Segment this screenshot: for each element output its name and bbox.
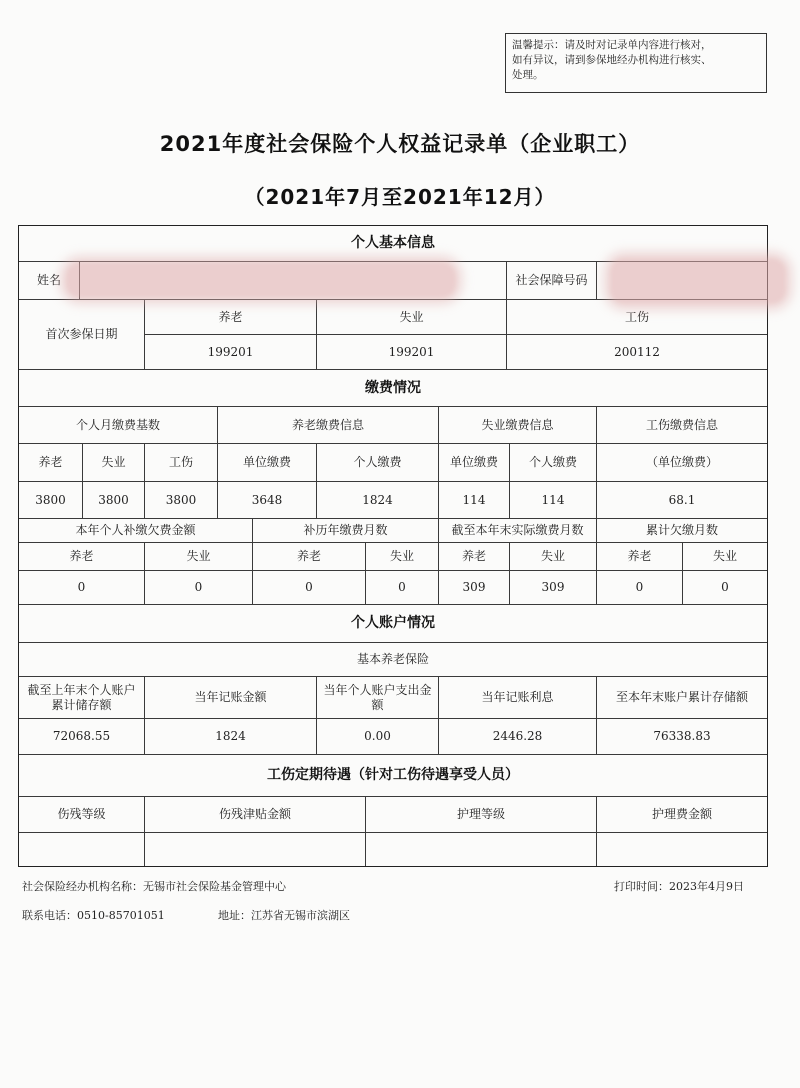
notice-line: 处理。 xyxy=(512,69,544,81)
group2-label: 截至本年末实际缴费月数 xyxy=(438,518,596,542)
sub-label: 单位缴费 xyxy=(438,443,509,481)
pay-value: 3800 xyxy=(19,481,82,518)
injury-label: 伤残等级 xyxy=(19,796,144,832)
injury-value xyxy=(596,832,767,866)
sub2-label: 失业 xyxy=(144,542,252,570)
sub-label: （单位缴费） xyxy=(596,443,767,481)
address: 地址：江苏省无锡市滨湖区 xyxy=(218,909,350,922)
date-pension: 199201 xyxy=(144,334,316,369)
account-subheader: 基本养老保险 xyxy=(19,642,767,676)
notice-line: 如有异议，请到参保地经办机构进行核实、 xyxy=(512,54,712,66)
print-time: 打印时间：2023年4月9日 xyxy=(614,880,744,893)
pay-value: 3800 xyxy=(144,481,217,518)
section-header-injury: 工伤定期待遇（针对工伤待遇享受人员） xyxy=(19,754,767,796)
page-subtitle: （2021年7月至2021年12月） xyxy=(244,185,556,209)
pay2-value: 0 xyxy=(682,570,767,604)
pay-value: 114 xyxy=(509,481,596,518)
injury-label: 护理等级 xyxy=(365,796,596,832)
sub-label: 个人缴费 xyxy=(509,443,596,481)
group2-label: 本年个人补缴欠费金额 xyxy=(19,518,252,542)
sub2-label: 失业 xyxy=(365,542,438,570)
group-monthly-base: 个人月缴费基数 xyxy=(19,406,217,443)
pay-value: 3800 xyxy=(82,481,144,518)
section-header-payment: 缴费情况 xyxy=(19,369,767,406)
section-header-basic: 个人基本信息 xyxy=(351,235,435,251)
group2-label: 补历年缴费月数 xyxy=(252,518,438,542)
date-injury: 200112 xyxy=(506,334,767,369)
injury-label: 护理费金额 xyxy=(596,796,767,832)
type-pension: 养老 xyxy=(144,299,316,334)
pay-value: 114 xyxy=(438,481,509,518)
sub-label: 养老 xyxy=(19,443,82,481)
pay2-value: 309 xyxy=(438,570,509,604)
pay2-value: 309 xyxy=(509,570,596,604)
account-col-credited: 当年记账金额 xyxy=(144,676,316,718)
type-injury: 工伤 xyxy=(506,299,767,334)
col-label-line: 截至上年末个人账户 xyxy=(27,682,136,697)
pay-value: 68.1 xyxy=(596,481,767,518)
sub2-label: 失业 xyxy=(509,542,596,570)
account-col-interest: 当年记账利息 xyxy=(438,676,596,718)
redaction-ssn xyxy=(610,258,786,304)
group2-label: 累计欠缴月数 xyxy=(596,518,767,542)
col-label-line: 累计储存额 xyxy=(51,697,112,712)
col-label-line: 当年个人账户支出金 xyxy=(323,682,432,697)
injury-value xyxy=(19,832,144,866)
pay2-value: 0 xyxy=(365,570,438,604)
sub-label: 失业 xyxy=(82,443,144,481)
sub-label: 单位缴费 xyxy=(217,443,316,481)
name-label: 姓名 xyxy=(19,261,79,299)
date-unemployment: 199201 xyxy=(316,334,506,369)
first-date-label: 首次参保日期 xyxy=(19,299,144,369)
pay2-value: 0 xyxy=(144,570,252,604)
section-header-account: 个人账户情况 xyxy=(19,604,767,642)
col-label-line: 额 xyxy=(371,697,384,712)
account-col-prior-balance xyxy=(19,676,144,718)
account-value: 76338.83 xyxy=(596,718,767,754)
sub-label: 个人缴费 xyxy=(316,443,438,481)
sub-label: 工伤 xyxy=(144,443,217,481)
account-value: 0.00 xyxy=(316,718,438,754)
ssn-label: 社会保障号码 xyxy=(506,261,596,299)
sub2-label: 养老 xyxy=(596,542,682,570)
notice-line: 温馨提示：请及时对记录单内容进行核对， xyxy=(512,39,712,51)
account-value: 1824 xyxy=(144,718,316,754)
pay-value: 3648 xyxy=(217,481,316,518)
account-value: 72068.55 xyxy=(19,718,144,754)
pay2-value: 0 xyxy=(252,570,365,604)
group-pension-pay: 养老缴费信息 xyxy=(217,406,438,443)
sub2-label: 养老 xyxy=(19,542,144,570)
group-injury-pay: 工伤缴费信息 xyxy=(596,406,767,443)
account-col-expense xyxy=(316,676,438,718)
injury-value xyxy=(365,832,596,866)
pay2-value: 0 xyxy=(596,570,682,604)
account-col-total: 至本年末账户累计存储额 xyxy=(596,676,767,718)
type-unemployment: 失业 xyxy=(316,299,506,334)
group-unemployment-pay: 失业缴费信息 xyxy=(438,406,596,443)
sub2-label: 失业 xyxy=(682,542,767,570)
notice-box xyxy=(505,33,767,93)
page-title: 2021年度社会保险个人权益记录单（企业职工） xyxy=(159,132,641,156)
sub2-label: 养老 xyxy=(252,542,365,570)
contact-phone: 联系电话：0510-85701051 xyxy=(22,909,165,922)
redaction-name xyxy=(66,262,456,298)
injury-value xyxy=(144,832,365,866)
sub2-label: 养老 xyxy=(438,542,509,570)
pay-value: 1824 xyxy=(316,481,438,518)
pay2-value: 0 xyxy=(19,570,144,604)
account-value: 2446.28 xyxy=(438,718,596,754)
record-form xyxy=(18,225,768,867)
agency-name: 社会保险经办机构名称：无锡市社会保险基金管理中心 xyxy=(22,880,286,893)
injury-label: 伤残津贴金额 xyxy=(144,796,365,832)
